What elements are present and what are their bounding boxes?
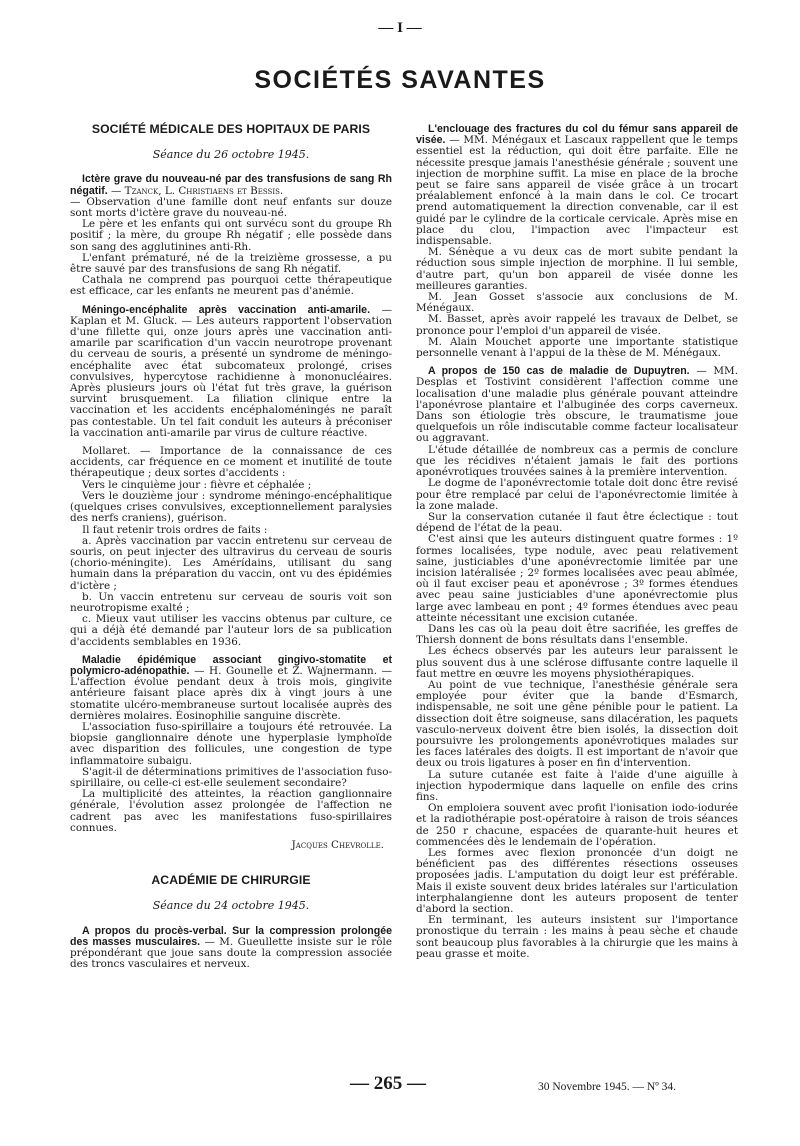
article-body: — H. Gounelle et Z. Wajnermann. — L'affection évolue pendant deux à trois mois, gingivite antérieure faisant place après dix à vingt jours à une stomatite ulcéro-membraneuse surtout localisée auprès des dernières molaires. Éosinophilie sanguine discrète. <box>70 664 392 722</box>
article-meningo <box>70 305 392 439</box>
section-title-societe-medicale: SOCIÉTÉ MÉDICALE DES HOPITAUX DE PARIS <box>91 122 371 136</box>
paragraph: C'est ainsi que les auteurs distinguent quatre formes : 1º formes localisées, type nodule, avec peau relativement saine, justiciables d'une aponévrectomie limitée par une incision latéralisée ; 2º formes localisées avec peau abîmée, où il faut exciser peau et aponévrose ; 3º formes étendues avec peau saine justiciables d'une aponévrectomie plus large avec lambeau en pont ; 4º formes étendues avec peau atteinte nécessitant une excision cutanée. <box>416 533 738 624</box>
article-title: A propos du procès-verbal. Sur la compression prolongée des masses musculaires. <box>70 924 392 948</box>
paragraph: Dans les cas où la peau doit être sacrifiée, les greffes de Thiersh donnent de bons résultats dans l'ensemble. <box>416 622 738 647</box>
paragraph: La multiplicité des atteintes, la réaction ganglionnaire générale, l'évolution assez prolongée de l'affection ne cadrent pas avec les manifestations fuso-spirillaires connues. <box>70 788 392 834</box>
paragraph: Vers le douzième jour : syndrome méningo-encéphalitique (quelques crises convulsives, exceptionnellement paralysies des nerfs craniens), guérison. <box>70 489 392 525</box>
article-title: Ictère grave du nouveau-né par des transfusions de sang Rh négatif. <box>70 173 392 197</box>
paragraph: Sur la conservation cutanée il faut être éclectique : tout dépend de l'état de la peau. <box>416 510 738 535</box>
paragraph: Mollaret. — Importance de la connaissance de ces accidents, car fréquence en ce moment et inutilité de toute thérapeutique ; deux sortes d'accidents : <box>70 445 392 480</box>
article-title: Méningo-encéphalite après vaccination anti-amarile. <box>82 303 371 316</box>
paragraph: L'étude détaillée de nombreux cas a permis de conclure que les récidives n'étaient jamais le fait des portions aponévrotiques trouvées saines à la première intervention. <box>416 443 738 479</box>
article-body: — MM. Ménégaux et Lascaux rappellent que le temps essentiel est la réduction, qui doit être parfaite. Elle ne nécessite presque jamais l'anesthésie générale ; souvent une injection de morphine suffit. La mise en place de la broche peut se faire sans appareil de visée grâce à un trocart préalablement enfoncé à la main dans le col. Ce trocart prend automatiquement la direction convenable, car il est guidé par le cylindre de la corticale cervicale. Après mise en place du clou, l'impaction avec l'impacteur est indispensable. <box>416 134 738 248</box>
paragraph: M. Alain Mouchet apporte une importante statistique personnelle venant à l'appui de la thèse de M. Ménégaux. <box>416 335 738 360</box>
right-column <box>416 124 738 960</box>
article-title: Maladie épidémique associant gingivo-stomatite et polymicro-adénopathie. <box>70 653 392 677</box>
article-body: — M. Gueullette insiste sur le rôle prépondérant que joue sans doute la compression associée des troncs vasculaires et nerveux. <box>70 935 392 971</box>
article-body: — Kaplan et M. Gluck. — Les auteurs rapportent l'observation d'une fillette qui, onze jours après une vaccination anti-amarile par scarification d'un vaccin neurotrope provenant du cerveau de souris, a présenté un syndrome de méningo-encéphalite avec état subcomateux prolongé, crises convulsives, hypercytose rachidienne à mononucléaires. Après plusieurs jours où l'état fut très grave, la guérison survint brusquement. La filiation clinique entre la vaccination et les accidents encéphaloméningés ne paraît pas contestable. Un tel fait conduit les auteurs à préconiser la vaccination anti-amarile par virus de culture réactive. <box>70 303 392 439</box>
roman-folio: — I — <box>378 20 422 36</box>
paragraph: Cathala ne comprend pas pourquoi cette thérapeutique est efficace, car les enfants ne meurent pas d'anémie. <box>70 274 392 298</box>
page-number: — 265 — <box>350 1073 426 1094</box>
section-title-academie: ACADÉMIE DE CHIRURGIE <box>151 873 311 888</box>
paragraph: S'agit-il de déterminations primitives de l'association fuso-spirillaire, ou celle-ci est-elle seulement secondaire? <box>70 765 392 789</box>
left-column <box>70 124 392 970</box>
paragraph: b. Un vaccin entretenu sur cerveau de souris voit son neurotropisme exalté ; <box>70 590 392 614</box>
article-compression <box>70 926 392 971</box>
paragraph: Il faut retenir trois ordres de faits : <box>82 523 268 536</box>
paragraph: M. Sénèque a vu deux cas de mort subite pendant la réduction sous simple injection de morphine. Il lui semble, d'autre part, qu'un bon appareil de visée donne les meilleures garanties. <box>416 246 738 292</box>
paragraph: Les échecs observés par les auteurs leur paraissent le plus souvent dus à une sclérose diffusante contre laquelle il faut mettre en œuvre les moyens physiothérapiques. <box>416 645 738 680</box>
seance-date: Séance du 24 octobre 1945. <box>152 899 310 913</box>
paragraph: — Observation d'une famille dont neuf enfants sur douze sont morts d'ictère grave du nouveau-né. <box>70 195 392 220</box>
paragraph: Les formes avec flexion prononcée d'un doigt ne bénéficient pas des différentes résections osseuses proposées jadis. L'amputation du doigt leur est préférable. Mais il existe souvent deux brides latérales sur l'articulation interphalangienne dont les auteurs proposent de tenter d'abord la section. <box>416 847 738 916</box>
page-masthead: SOCIÉTÉS SAVANTES <box>254 66 546 94</box>
article-icteres <box>70 174 392 196</box>
paragraph: L'association fuso-spirillaire a toujours été retrouvée. La biopsie ganglionnaire dénote une hyperplasie lymphoïde avec disparition des follicules, une congestion de type inflammatoire subaigu. <box>70 720 392 767</box>
article-body: — MM. Desplas et Tostivint considèrent l'affection comme une localisation d'une maladie plus générale pouvant atteindre l'aponévrose plantaire et l'albuginée des corps caverneux. Dans son étiologie très obscure, le traumatisme joue quelquefois un rôle indiscutable comme facteur localisateur ou aggravant. <box>416 365 738 445</box>
paragraph: M. Basset, après avoir rappelé les travaux de Delbet, se prononce pour l'emploi d'un appareil de visée. <box>416 313 738 337</box>
paragraph: La suture cutanée est faite à l'aide d'une aiguille à injection hypodermique dans laquelle on enfile des crins fins. <box>416 768 738 803</box>
paragraph: En terminant, les auteurs insistent sur l'importance pronostique du terrain : les mains à peau sèche et chaude sont beaucoup plus favorables à la chirurgie que les mains à peau grasse et moite. <box>416 914 738 960</box>
article-title: A propos de 150 cas de maladie de Dupuytren. <box>428 365 690 378</box>
article-enclouage <box>416 124 738 247</box>
paragraph: On emploiera souvent avec profit l'ionisation iodo-iodurée et la radiothérapie post-opératoire à raison de trois séances de 250 r chacune, espacées de quarante-huit heures et commencées dès le lendemain de l'opération. <box>416 802 738 848</box>
seance-date: Séance du 26 octobre 1945. <box>152 148 310 162</box>
article-title: L'enclouage des fractures du col du fémur sans appareil de visée. <box>416 123 738 147</box>
paragraph: c. Mieux vaut utiliser les vaccins obtenus par culture, ce qui a déjà été demandé par l'auteur lors de sa publication d'accidents semblables en 1936. <box>70 613 392 648</box>
article-gingivo <box>70 655 392 722</box>
author-signature: Jacques Chevrolle. <box>291 838 384 851</box>
paragraph: L'enfant prématuré, né de la treizième grossesse, a pu être sauvé par des transfusions de sang Rh négatif. <box>70 251 392 276</box>
paragraph: a. Après vaccination par vaccin entretenu sur cerveau de souris, on peut injecter des ultravirus du cerveau de souris (chorio-méningite). Les Amérídains, utilisant du sang humain dans la préparation du vaccin, ont vu des épidémies d'ictère ; <box>70 534 392 592</box>
article-dupuytren <box>416 366 738 444</box>
paragraph: Au point de vue technique, l'anesthésie générale sera employée pour éviter que la bande d'Esmarch, indispensable, ne soit une gêne pénible pour le patient. La dissection doit être soigneuse, sans dilacération, les paquets vasculo-nerveux doivent être bien isolés, la dissection doit poursuivre les prolongements aponévrotiques malades sur les faces latérales des doigts. Il est important de n'avoir que deux ou trois ligatures à poser en fin d'intervention. <box>416 678 738 770</box>
issue-date: 30 Novembre 1945. — Nº 34. <box>538 1081 677 1093</box>
article-authors: — Tzanck, L. Christiaens et Bessis. <box>107 184 284 197</box>
paragraph: Le dogme de l'aponévrectomie totale doit donc être revisé pour être remplacé par celui de l'aponévrectomie limitée à la zone malade. <box>416 477 738 512</box>
paragraph: M. Jean Gosset s'associe aux conclusions de M. Ménégaux. <box>416 291 738 315</box>
paragraph: Le père et les enfants qui ont survécu sont du groupe Rh positif ; la mère, du groupe Rh négatif ; elle possède dans son sang des agglutinines anti-Rh. <box>70 218 392 253</box>
paragraph: Vers le cinquième jour : fièvre et céphalée ; <box>82 478 312 491</box>
